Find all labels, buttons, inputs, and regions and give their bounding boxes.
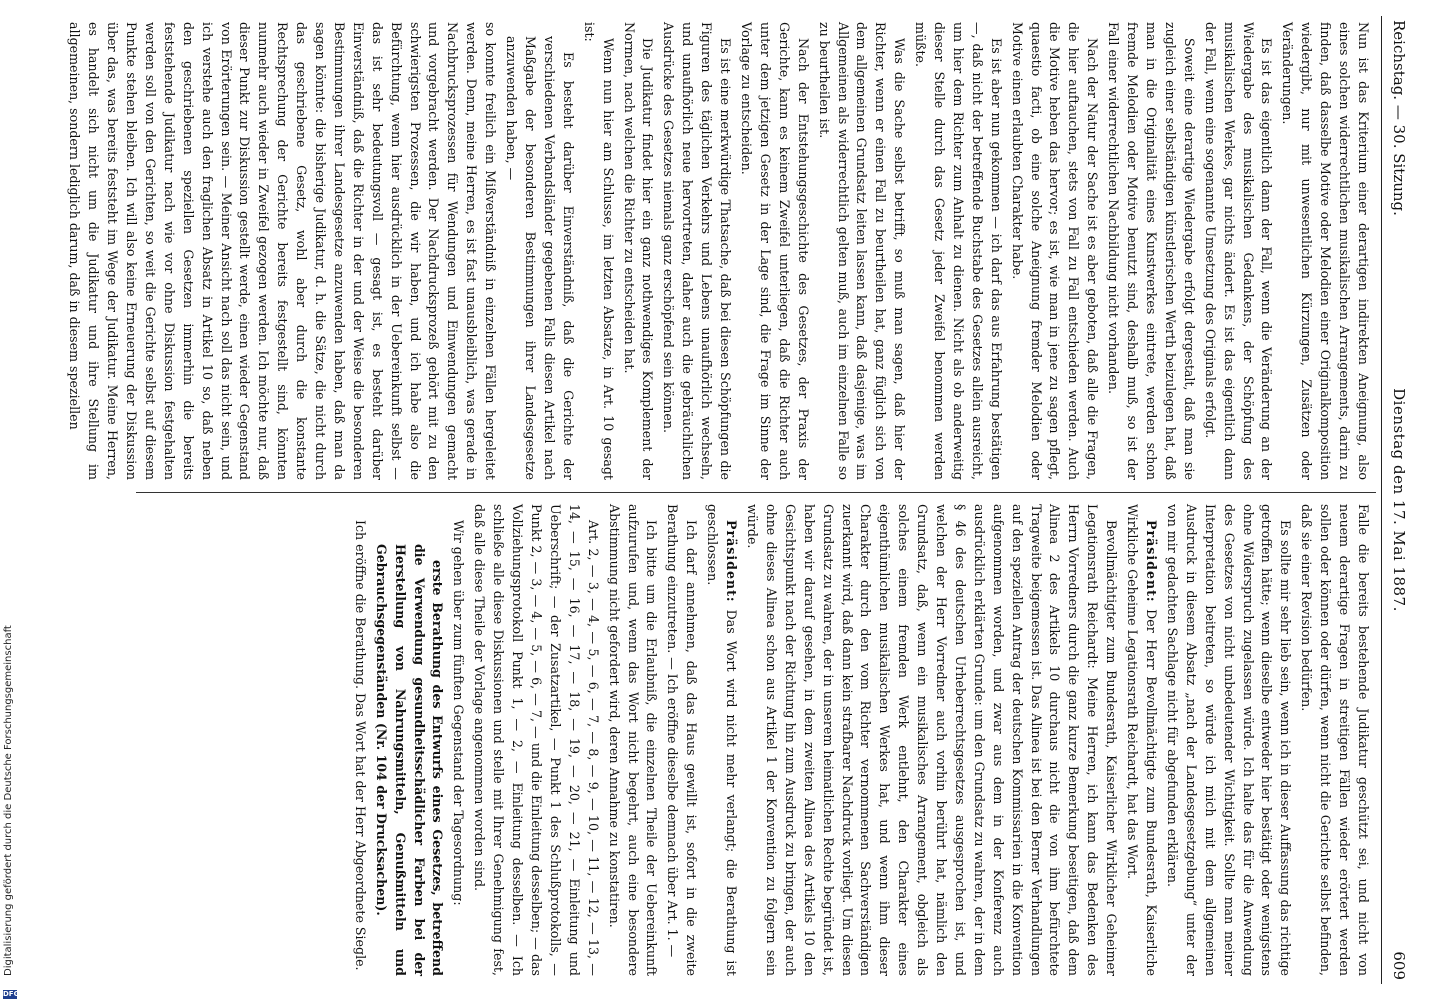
paragraph: Soweit eine derartige Wiedergabe erfolgt dergestalt, daß man sie zugleich einer selbständigen künstlerischen Werth beizulegen hat, daß man in die Originalität eines Kunstwerkes eintrete, werden schon fremde Melodien oder Motive benutzt sind, deshalb muß, so ist der Fall einer widerrechtlichen Nachbildung nicht vorhanden. <box>1106 22 1197 480</box>
speaker-label: Präsident: <box>1144 520 1160 603</box>
paragraph: Ich bitte um die Erlaubniß, die einzelnen Theile der Uebereinkunft aufzurufen und, wenn das Wort nicht begehrt, auch eine besondere Abstimmung nicht gefordert wird, deren Annahme zu konstatiren. <box>606 504 660 976</box>
paragraph: Nun ist das Kriterium einer derartigen indirekten Aneignung, also eines solchen widerrechtlichen musikalischen Arrangements, darin zu finden, daß dasselbe Motive oder Melodien einer Originalkomposition wiedergibt, nur mit unwesentlichen Kürzungen, Zusätzen oder Veränderungen. <box>1280 22 1371 480</box>
agenda-item: erste Berathung des Entwurfs eines Gesetzes, betreffend die Verwendung gesundheitsschädlicher Farben bei der Herstellung von Nahrungsmitteln, Genußmitteln und Gebrauchsgegenständen (Nr. 104 der Drucksachen). <box>373 544 446 976</box>
speaker-paragraph <box>1122 504 1160 976</box>
quoted-paragraph: Es besteht darüber Einverständniß, daß die Gerichte der verschiedenen Verbandsländer gegebenen Falls diesen Artikel nach Maßgabe der besonderen Bestimmungen ihrer Landesgesetze anzuwenden haben, — <box>504 36 576 480</box>
speaker-text: Der Herr Bevollmächtigte zum Bundesrath, Kaiserliche Wirkliche Geheime Legationsrath Reichardt, hat das Wort. <box>1125 504 1160 976</box>
paragraph: Bevollmächtigter zum Bundesrath, Kaiserlicher Wirklicher Geheimer Legationsrath Reichardt: Meine Herren, ich kann das Bedenken des Herrn Vorredners durch die ganz kurze Bemerkung beseitigen, daß dem Alinea 2 des Artikels 10 durchaus nicht die von ihm befürchtete Tragweite beigemessen ist. Das Alinea ist bei den Berner Verhandlungen auf den speziellen Antrag der deutschen Kommissarien in die Konvention aufgenommen worden, und zwar aus dem in der Konferenz auch ausdrücklich erklärten Grunde: um den Grundsatz zu wahren, der in dem § 46 des deutschen Urheberrechtsgesetzes ausgesprochen ist, und welchen der Herr Vorredner auch vorhin berührt hat, nämlich den Grundsatz, daß, wenn ein musikalisches Arrangement, obgleich als solches einem fremden Werk entlehnt, den Charakter eines eigenthümlichen musikalischen Werkes hat, und wenn ihm dieser Charakter durch den vom Richter vernommenen Sachverständigen zuerkannt wird, daß dann kein strafbarer Nachdruck vorliegt. Um diesen Grundsatz zu wahren, der in unserem heimatlichen Rechte begründet ist, haben wir darauf gesehen, in dem zweiten Alinea des Artikels 10 den Gesichtspunkt nach der Richtung hin zum Ausdruck zu bringen, der auch ohne dieses Alinea schon aus Artikel 1 der Konvention zu folgern sein würde. <box>745 504 1120 976</box>
paragraph: Was die Sache selbst betrifft, so muß man sagen, daß hier der Richter, wenn er einen Fall zu beurtheilen hat, ganz füglich sich von dem allgemeinen Grundsatz leiten lassen kann, daß dasjenige, was im Allgemeinen als widerrechtlich gelten muß, auch im einzelnen Falle so zu beurtheilen ist. <box>816 22 908 480</box>
paragraph: Es ist eine merkwürdige Thatsache, daß bei diesen Schöpfungen die Figuren des täglichen Verkehrs und Lebens unaufhörlich wechseln, und unaufhörlich neue hervortreten, daher auch die gebräuchlichen Ausdrücke des Gesetzes niemals ganz erschöpfend sein können. <box>661 22 734 480</box>
paragraph: Die Judikatur findet hier ein ganz nothwendiges Komplement der Normen, nach welchen die Richter zu entscheiden hat. <box>621 22 656 480</box>
paragraph: Es sollte mir sehr lieb sein, wenn ich in dieser Auffassung das richtige getroffen hätte; wenn dieselbe entweder hier bestätigt oder wenigstens ohne Widerspruch zugelassen würde. Ich halte das für die Anwendung des Gesetzes von nicht unbedeutender Wichtigkeit. Sollte man meiner Interpretation beitreten, so würde ich mich mit dem allgemeinen Ausdruck in diesem Absatz „nach der Landesgesetzgebung“ unter der von mir gedachten Sachlage nicht für abgefunden erklären. <box>1164 504 1294 976</box>
paragraph: Nach der Entstehungsgeschichte des Gesetzes, der Praxis der Gerichte, kann es keinem Zweifel unterliegen, daß die Richter auch unter dem jetzigen Gesetz in der Lage sind, die Frage im Sinne der Vorlage zu entscheiden. <box>739 22 811 480</box>
paragraph: Wir gehen über zum fünften Gegenstand der Tagesordnung: <box>451 520 467 906</box>
dfg-logo-icon: DFG <box>3 990 20 998</box>
paragraph: Nach der Natur der Sache ist es aber geboten, daß alle die Fragen, die hier auftauchen, stets von Fall zu Fall entschieden werden. Auch die Motive heben das hervor; es ist, wie man in jene zu sagen pflegt, quaestio facti, ob eine solche Aneignung fremder Melodien oder Motive einen erlaubten Charakter habe. <box>1009 22 1101 480</box>
scanned-page <box>67 16 1416 984</box>
header-session: Reichstag. — 30. Sitzung. <box>1390 20 1408 216</box>
paragraph: Wenn nun hier am Schlusse, im letzten Absatze, in Art. 10 gesagt ist: <box>581 22 616 480</box>
paragraph: so konnte freilich ein Mißverständniß in einzelnen Fällen hergeleitet werden. Denn, meine Herren, es ist fast unausbleiblich, was gerade in Nachbrucksprozessen für Wendungen und Einwendungen gemacht und vorgebracht werden. Der Nachdrucksprozeß gehört mit zu den schwierigsten Prozessen, die wir haben, und ich habe also die Befürchtung, wenn hier ausdrücklich in der Uebereinkunft selbst — das ist sehr bedeutungsvoll — gesagt ist, es besteht darüber Einverständniß, daß die Richter in der und der Weise die besonderen Bestimmungen ihrer Landesgesetze anzuwenden haben, daß man da sagen könnte: die bisherige Judikatur, d. h. die Sätze, die nicht durch das geschriebene Gesetz, wohl aber durch die konstante Rechtsprechung der Gerichte bereits festgestellt sind, könnten nunmehr auch wieder in Zweifel gezogen werden. Ich möchte nur, daß dieser Punkt zur Diskussion gestellt werde, einen wieder Gegenstand von Erörterungen sein. — Meiner Ansicht nach soll das nicht sein, und ich verstehe auch den fraglichen Absatz in Artikel 10 so, daß neben den geschriebenen speziellen Gesetzen immerhin die bereits feststehende Judikatur nach wie vor ohne Diskussion festgehalten werden soll von den Gerichten, so weit die Gerichte selbst auf diesem Punkte stehen bleiben. Ich will also keine Erneuerung der Diskussion über das, was bereits feststeht im Wege der Judikatur. Meine Herren, es handelt sich nicht um die Judikatur und ihre Stellung im allgemeinen, sondern lediglich darum, daß in diesem speziellen <box>67 22 499 480</box>
header-page-number: 609 <box>1390 951 1408 980</box>
digitization-credit: Digitalisierung gefördert durch die Deutsche Forschungsgemeinschaft <box>3 625 14 976</box>
paragraph: Es ist das eigentlich dann der Fall, wenn die Veränderung an der Wiedergabe des musikalischen Gedankens, der Schöpfung des musikalischen Werkes, gar nichts ändert. Es ist das eigentlich dann der Fall, wenn eine sogenannte Umsetzung des Originals erfolgt. <box>1202 22 1275 480</box>
paragraph: Art. 2, — 3, — 4, — 5, — 6, — 7, — 8, — 9, — 10, — 11, — 12, — 13, — 14, — 15, — 16, — 17, — 18, — 19, — 20, — 21, — Einleitung und Ueberschrift; — der Zusatzartikel, — Punkt 1 des Schlußprotokolls, — Punkt 2, — 3, — 4, — 5, — 6, — 7, — und die Einleitung desselben; — das Vollziehungsprotokoll Punkt 1, — 2, — Einleitung desselben. — Ich schließe alle diese Diskussionen und stelle mit Ihrer Genehmigung fest, daß alle diese Theile der Vorlage angenommen worden sind. <box>472 504 601 976</box>
paragraph: Falle die bereits bestehende Judikatur geschützt sei, und nicht von neuem derartige Fragen in streitigen Fällen wieder erörtert werden sollen oder können oder dürfen, wenn nicht die Gerichte selbst befinden, daß sie einer Revision bedürfen. <box>1299 504 1371 976</box>
speaker-paragraph <box>702 504 740 976</box>
speaker-text: Das Wort wird nicht mehr verlangt; die Berathung ist geschlossen. <box>705 504 740 976</box>
paragraph: Es ist aber nun gekommen — ich darf das aus Erfahrung bestätigen —, daß nicht der betreffende Buchstabe des Gesetzes allein ausreicht, um hier dem Richter zum Anhalt zu dienen. Nicht als ob anderweitig dieser Stelle durch das Gesetz jeder Zweifel benommen werden müßte. <box>913 22 1004 480</box>
paragraph: Ich darf annehmen, daß das Haus gewillt ist, sofort in die zweite Berathung einzutreten. — Ich eröffne dieselbe demnach über Art. 1. — <box>665 504 700 976</box>
text-column-right <box>137 504 1372 976</box>
page-header <box>1381 16 1416 984</box>
header-date: Dienstag den 17. Mai 1887. <box>1390 388 1408 612</box>
column-divider <box>136 492 1376 493</box>
speaker-label: Präsident: <box>724 520 740 603</box>
digitization-sidebar <box>0 0 22 1000</box>
closing-paragraph: Ich eröffne die Berathung. Das Wort hat der Herr Abgeordnete Siegle. <box>352 520 368 971</box>
text-column-left <box>67 22 1372 480</box>
